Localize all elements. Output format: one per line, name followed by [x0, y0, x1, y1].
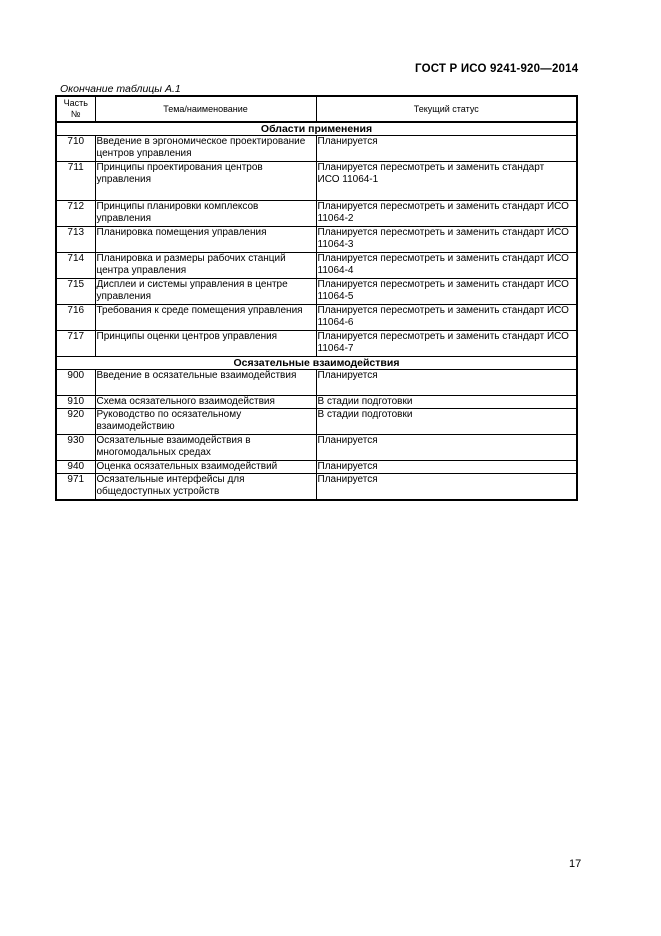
part-cell: 711: [56, 162, 95, 201]
section-row: [56, 122, 577, 136]
part-cell: 713: [56, 227, 95, 253]
topic-cell: Осязательные взаимодействия в многомодальных средах: [95, 435, 316, 461]
part-cell: 717: [56, 331, 95, 357]
status-text: Планируется пересмотреть и заменить стандарт: [317, 162, 545, 173]
status-cell: Планируется: [316, 461, 577, 474]
status-cell: Планируется пересмотреть и заменить стандарт ИСО 11064-4: [316, 253, 577, 279]
table-row: [56, 279, 577, 305]
topic-cell: Принципы оценки центров управления: [95, 331, 316, 357]
status-cell: Планируется: [316, 370, 577, 396]
table-row: [56, 370, 577, 396]
topic-cell: Планировка и размеры рабочих станций центра управления: [95, 253, 316, 279]
topic-cell: Введение в эргономическое проектирование центров управления: [95, 136, 316, 162]
status-cell: Планируется пересмотреть и заменить стандарт ИСО 11064-6: [316, 305, 577, 331]
status-cell: Планируется: [316, 474, 577, 500]
topic-cell: Планировка помещения управления: [95, 227, 316, 253]
part-cell: 716: [56, 305, 95, 331]
table-row: [56, 435, 577, 461]
status-cell: Планируется пересмотреть и заменить стандарт ИСО 11064-5: [316, 279, 577, 305]
status-cell: Планируется: [316, 136, 577, 162]
status-cell: Планируется пересмотреть и заменить стандарт ИСО 11064-3: [316, 227, 577, 253]
part-header-line2: №: [70, 109, 81, 119]
document-code: ГОСТ Р ИСО 9241-920—2014: [415, 63, 579, 75]
part-cell: 715: [56, 279, 95, 305]
table-row: [56, 396, 577, 409]
topic-cell: Оценка осязательных взаимодействий: [95, 461, 316, 474]
column-header-topic: Тема/наименование: [95, 96, 316, 122]
table-row: [56, 331, 577, 357]
part-header-line1: Часть: [63, 98, 88, 108]
table-row: [56, 474, 577, 500]
part-cell: 971: [56, 474, 95, 500]
part-cell: 910: [56, 396, 95, 409]
table-row: [56, 461, 577, 474]
status-cell: В стадии подготовки: [316, 409, 577, 435]
page-number: 17: [569, 858, 582, 870]
section-title: Осязательные взаимодействия: [56, 357, 577, 370]
status-cell: [316, 162, 577, 201]
status-cell: Планируется пересмотреть и заменить стандарт ИСО 11064-7: [316, 331, 577, 357]
status-text-standard: ИСО 11064-1: [317, 174, 379, 185]
topic-cell: Требования к среде помещения управления: [95, 305, 316, 331]
part-cell: 900: [56, 370, 95, 396]
part-cell: 710: [56, 136, 95, 162]
section-title: Области применения: [56, 122, 577, 136]
part-cell: 714: [56, 253, 95, 279]
topic-cell: Принципы планировки комплексов управления: [95, 201, 316, 227]
table-row: [56, 253, 577, 279]
part-cell: 940: [56, 461, 95, 474]
topic-cell: Схема осязательного взаимодействия: [95, 396, 316, 409]
table-caption: Окончание таблицы А.1: [60, 83, 181, 95]
table-row: [56, 227, 577, 253]
topic-cell: Осязательные интерфейсы для общедоступных устройств: [95, 474, 316, 500]
standards-table: [55, 95, 578, 501]
column-header-part: [56, 96, 95, 122]
table-row: [56, 305, 577, 331]
topic-cell: Дисплеи и системы управления в центре управления: [95, 279, 316, 305]
table-header-row: [56, 96, 577, 122]
topic-cell: Принципы проектирования центров управления: [95, 162, 316, 201]
part-cell: 712: [56, 201, 95, 227]
status-cell: Планируется пересмотреть и заменить стандарт ИСО 11064-2: [316, 201, 577, 227]
part-cell: 920: [56, 409, 95, 435]
table-row: [56, 201, 577, 227]
table-row: [56, 136, 577, 162]
table-row: [56, 162, 577, 201]
part-cell: 930: [56, 435, 95, 461]
topic-cell: Руководство по осязательному взаимодействию: [95, 409, 316, 435]
status-cell: В стадии подготовки: [316, 396, 577, 409]
topic-cell: Введение в осязательные взаимодействия: [95, 370, 316, 396]
column-header-status: Текущий статус: [316, 96, 577, 122]
table-row: [56, 409, 577, 435]
status-cell: Планируется: [316, 435, 577, 461]
section-row: [56, 357, 577, 370]
